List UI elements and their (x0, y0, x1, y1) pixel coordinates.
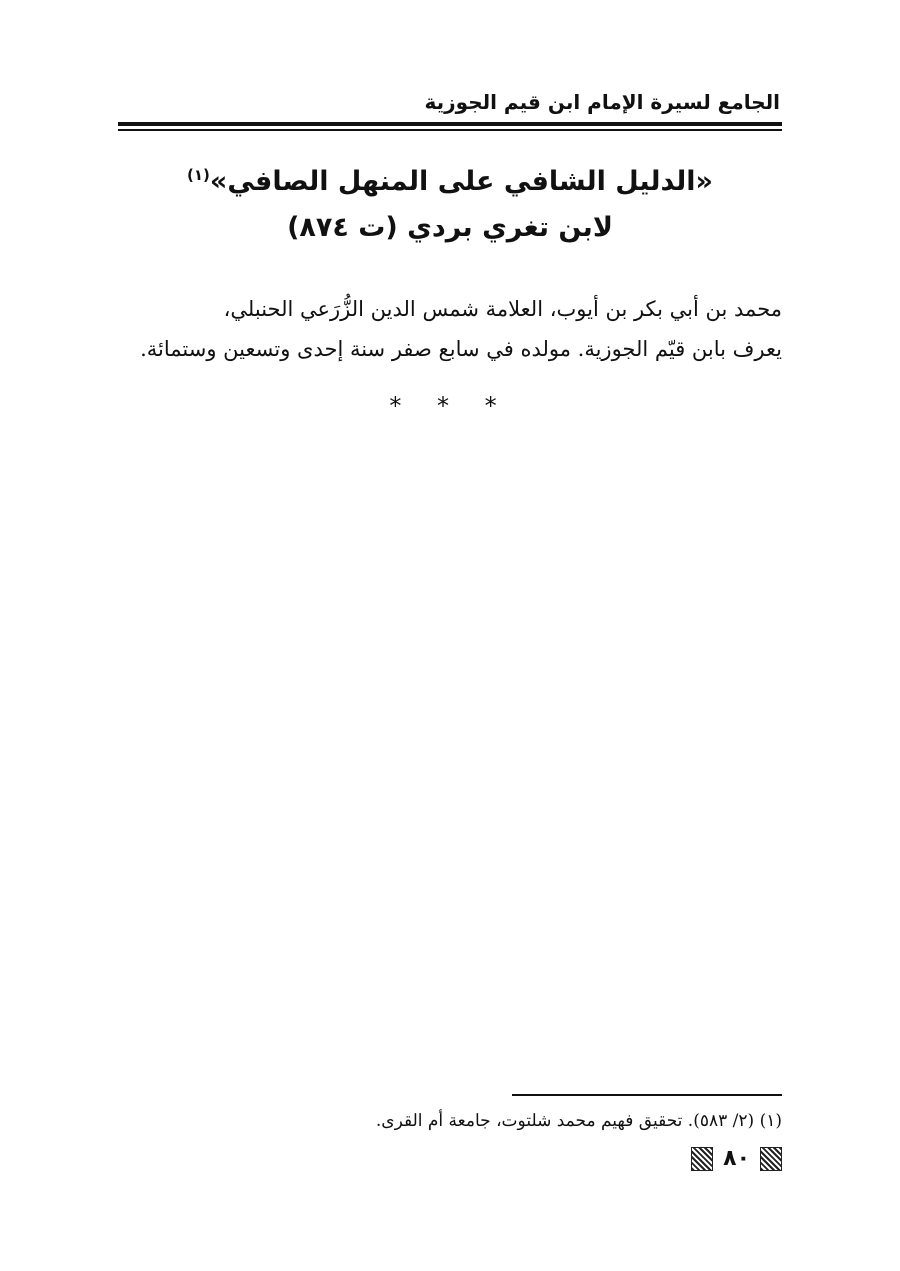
header-rule-thin (118, 129, 782, 131)
section-heading-author: لابن تغري بردي (ت ٨٧٤) (287, 212, 613, 243)
ornament-icon (691, 1147, 713, 1171)
header-rule-thick (118, 122, 782, 126)
heading-title-text: «الدليل الشافي على المنهل الصافي» (209, 166, 713, 197)
footnote-rule (512, 1094, 782, 1096)
ornament-icon (760, 1147, 782, 1171)
running-header-title: الجامع لسيرة الإمام ابن قيم الجوزية (424, 90, 780, 114)
section-heading-title (118, 160, 782, 204)
section-separator: * * * (389, 392, 511, 420)
body-paragraph-line-2: يعرف بابن قيّم الجوزية. مولده في سابع صفر سنة إحدى وتسعين وستمائة. (140, 337, 782, 361)
body-paragraph-line-1: محمد بن أبي بكر بن أيوب، العلامة شمس الدين الزُّرَعي الحنبلي، (223, 297, 782, 321)
page-number: ٨٠ (723, 1146, 750, 1171)
footnote-text: (١) (٢/ ٥٨٣). تحقيق فهيم محمد شلتوت، جامعة أم القرى. (375, 1111, 782, 1131)
page-number-row (582, 1146, 782, 1172)
footnote-reference[interactable]: (١) (187, 166, 210, 184)
